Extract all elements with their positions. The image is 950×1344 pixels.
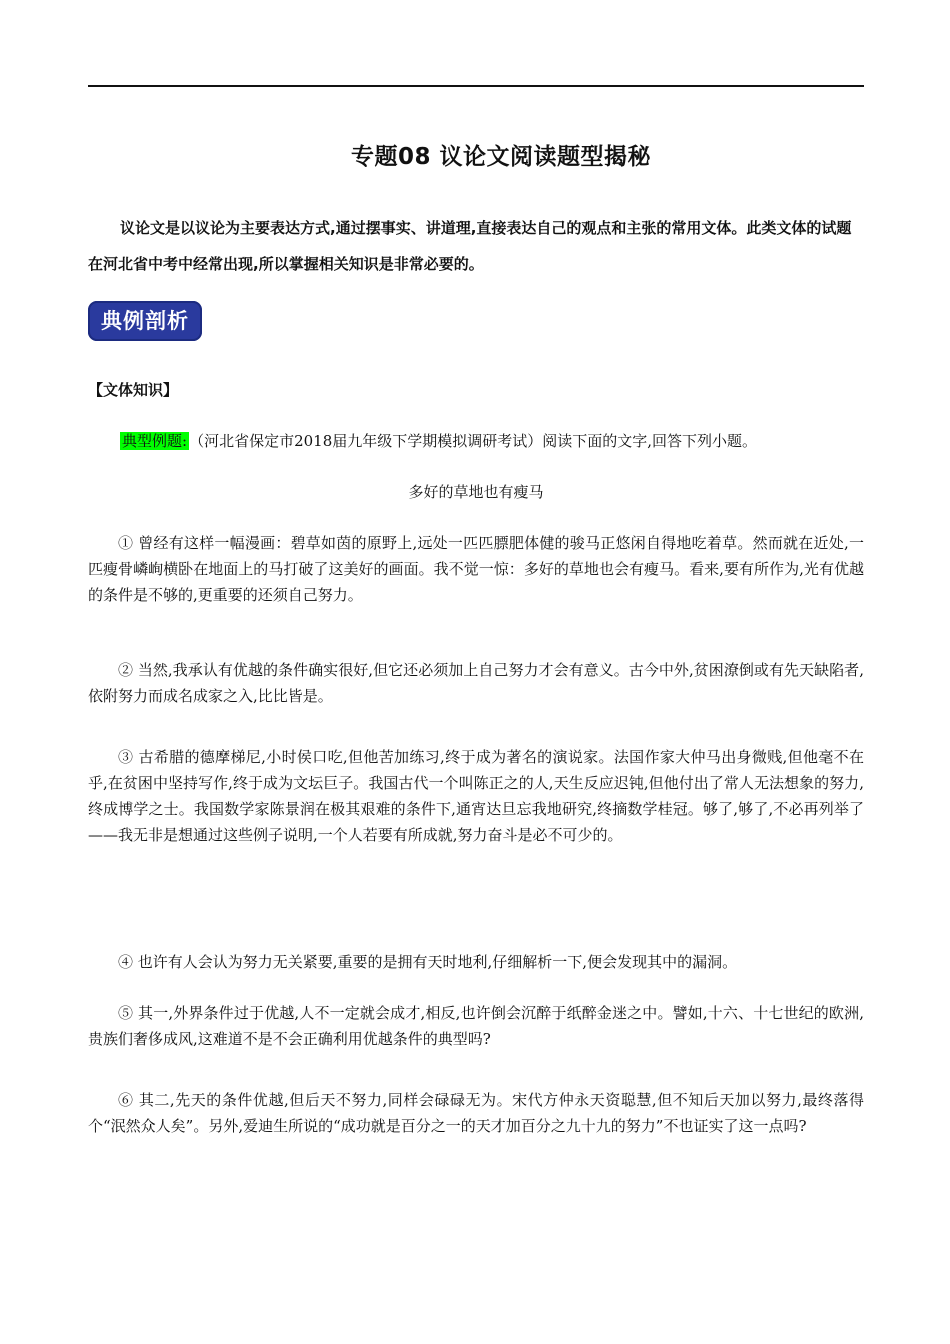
paragraph-2: ② 当然,我承认有优越的条件确实很好,但它还必须加上自己努力才会有意义。古今中外,贫困潦倒或有先天缺陷者,依附努力而成名成家之入,比比皆是。	[88, 661, 864, 705]
section-heading: 【文体知识】	[88, 381, 179, 399]
header-rule	[88, 85, 864, 87]
section-badge: 典例剖析	[88, 301, 202, 341]
example-source: （河北省保定市2018届九年级下学期模拟调研考试）阅读下面的文字,回答下列小题。	[189, 432, 758, 450]
paragraph-3: ③ 古希腊的德摩梯尼,小时侯口吃,但他苦加练习,终于成为著名的演说家。法国作家大仲马出身微贱,但他毫不在乎,在贫困中坚持写作,终于成为文坛巨子。我国古代一个叫陈正之的人,天生反应迟钝,但他付出了常人无法想象的努力,终成博学之士。我国数学家陈景润在极其艰难的条件下,通宵达旦忘我地研究,终摘数学桂冠。够了,够了,不必再列举了——我无非是想通过这些例子说明,一个人若要有所成就,努力奋斗是必不可少的。	[88, 748, 864, 844]
example-label: 典型例题:	[122, 432, 188, 450]
paragraph-6: ⑥ 其二,先天的条件优越,但后天不努力,同样会碌碌无为。宋代方仲永天资聪慧,但不知后天加以努力,最终落得个“泯然众人矣”。另外,爱迪生所说的“成功就是百分之一的天才加百分之九十九的努力”不也证实了这一点吗?	[88, 1091, 864, 1135]
intro-paragraph: 议论文是以议论为主要表达方式,通过摆事实、讲道理,直接表达自己的观点和主张的常用文体。此类文体的试题在河北省中考中经常出现,所以掌握相关知识是非常必要的。	[88, 219, 852, 273]
paragraph-1: ① 曾经有这样一幅漫画：碧草如茵的原野上,远处一匹匹膘肥体健的骏马正悠闲自得地吃着草。然而就在近处,一匹瘦骨嶙峋横卧在地面上的马打破了这美好的画面。我不觉一惊：多好的草地也会有瘦马。看来,要有所作为,光有优越的条件是不够的,更重要的还须自己努力。	[88, 534, 864, 604]
paragraph-4: ④ 也许有人会认为努力无关紧要,重要的是拥有天时地利,仔细解析一下,便会发现其中的漏洞。	[118, 953, 738, 971]
document-title: 专题08 议论文阅读题型揭秘	[350, 144, 651, 170]
essay-title: 多好的草地也有瘦马	[408, 483, 544, 501]
paragraph-5: ⑤ 其一,外界条件过于优越,人不一定就会成才,相反,也许倒会沉醉于纸醉金迷之中。譬如,十六、十七世纪的欧洲,贵族们奢侈成风,这难道不是不会正确利用优越条件的典型吗?	[88, 1004, 864, 1048]
example-line	[120, 430, 757, 452]
